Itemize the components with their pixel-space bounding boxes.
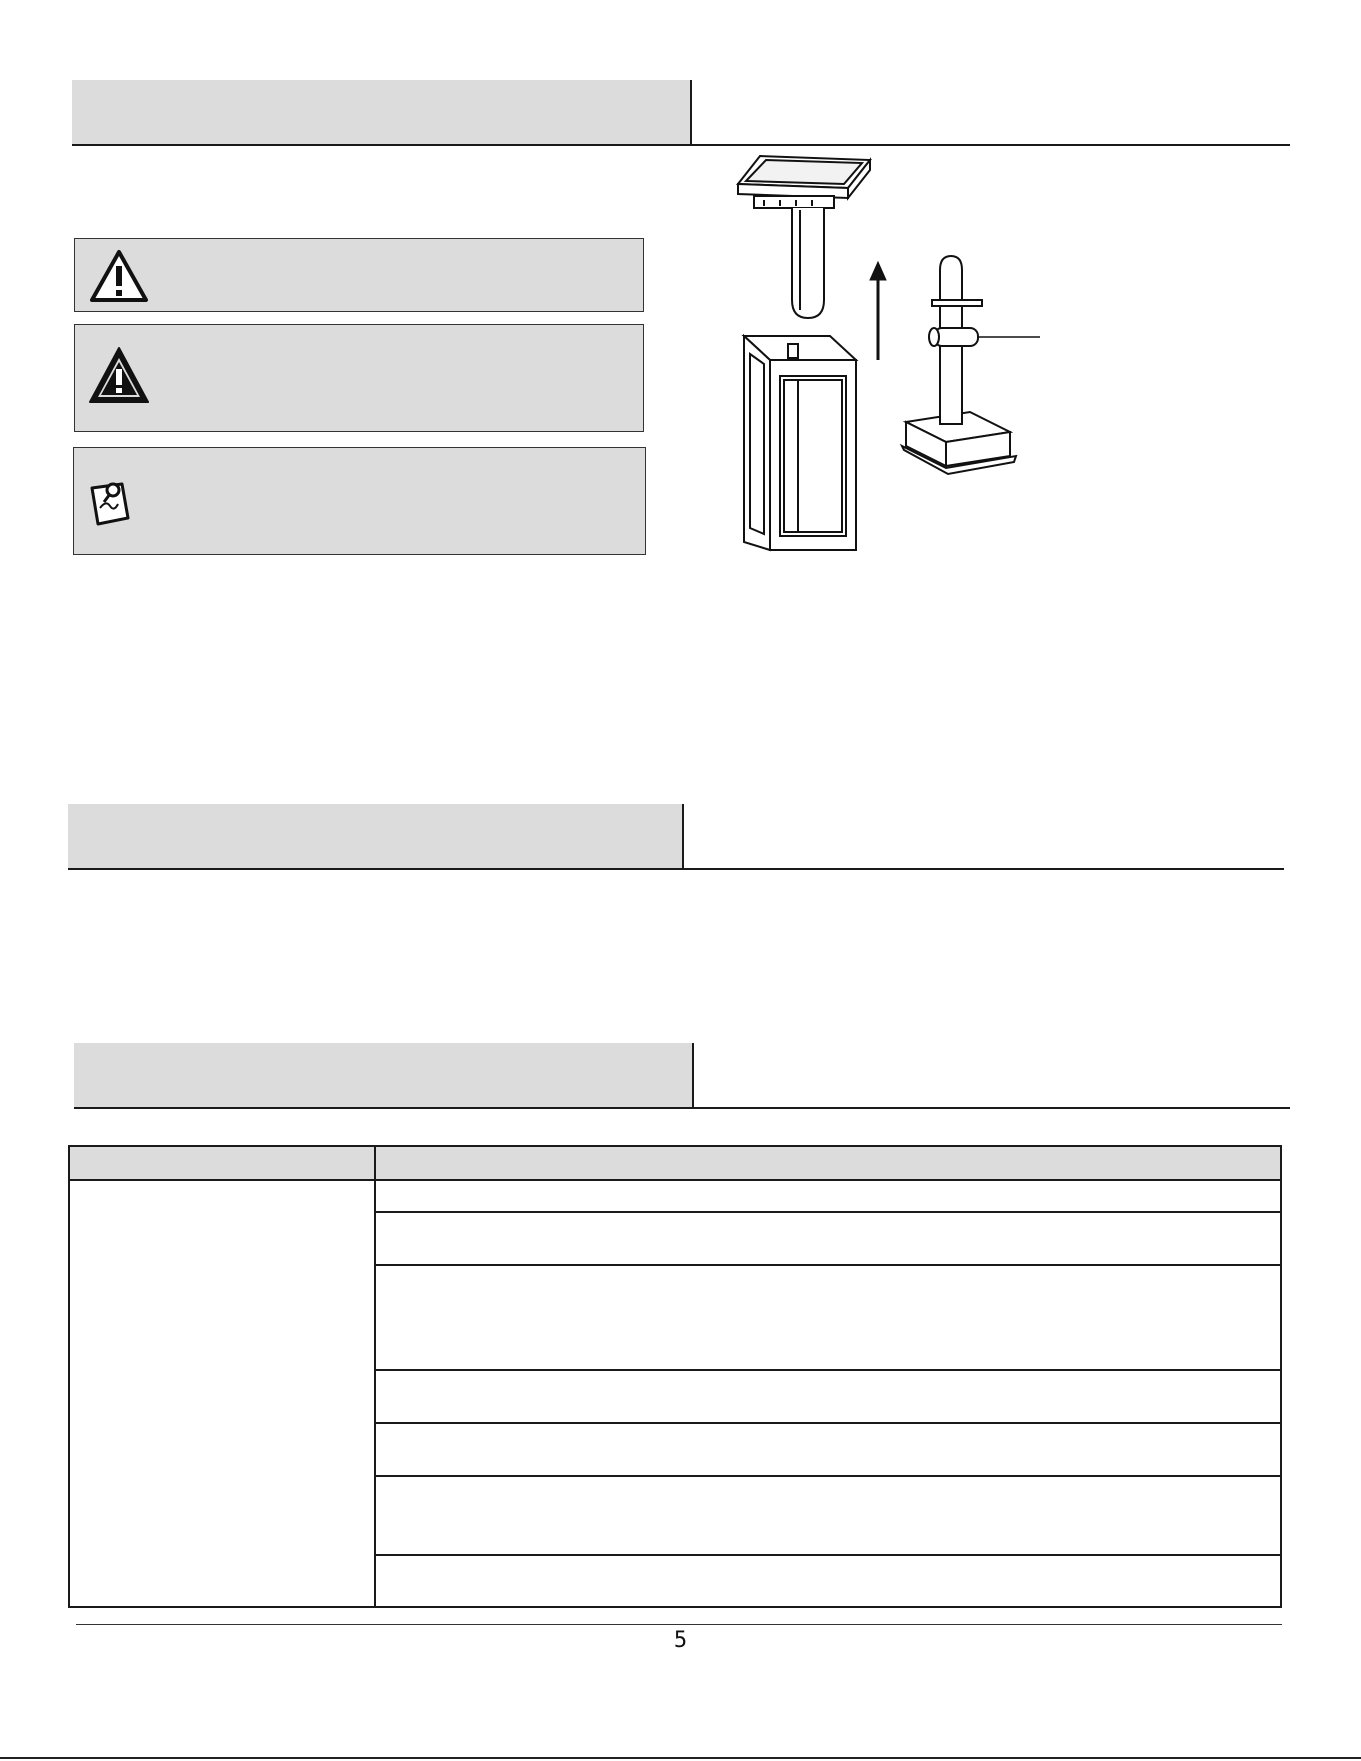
warning-triangle-icon bbox=[89, 249, 149, 303]
note-callout bbox=[73, 447, 646, 555]
warning-callout bbox=[74, 238, 644, 312]
section-header-1 bbox=[72, 80, 1290, 146]
up-arrow bbox=[870, 262, 886, 360]
caution-callout bbox=[74, 324, 644, 432]
solution-cell bbox=[375, 1555, 1281, 1607]
troubleshooting-table bbox=[68, 1145, 1282, 1608]
stake-base-part bbox=[902, 256, 1016, 474]
bottom-edge-strip bbox=[0, 1757, 1361, 1759]
note-pin-icon bbox=[86, 478, 136, 528]
solution-cell bbox=[375, 1265, 1281, 1370]
table-row bbox=[69, 1180, 1281, 1212]
section-header-2 bbox=[68, 804, 1284, 870]
solution-column-header bbox=[375, 1146, 1281, 1180]
solution-cell bbox=[375, 1180, 1281, 1212]
page-number: 5 bbox=[673, 1628, 688, 1653]
section-header-1-shade bbox=[72, 80, 692, 144]
solar-cap-part bbox=[738, 156, 870, 318]
problem-cell bbox=[69, 1180, 375, 1607]
assembly-illustration bbox=[720, 150, 1120, 570]
solution-cell bbox=[375, 1423, 1281, 1476]
solution-cell bbox=[375, 1212, 1281, 1265]
lantern-body-part bbox=[744, 336, 856, 550]
footer-rule bbox=[76, 1624, 1282, 1625]
section-header-2-shade bbox=[68, 804, 684, 868]
section-header-3 bbox=[74, 1043, 1290, 1109]
solution-cell bbox=[375, 1370, 1281, 1423]
problem-column-header bbox=[69, 1146, 375, 1180]
caution-triangle-icon bbox=[87, 345, 151, 405]
section-header-3-shade bbox=[74, 1043, 694, 1107]
solution-cell bbox=[375, 1476, 1281, 1555]
table-header-row bbox=[69, 1146, 1281, 1180]
